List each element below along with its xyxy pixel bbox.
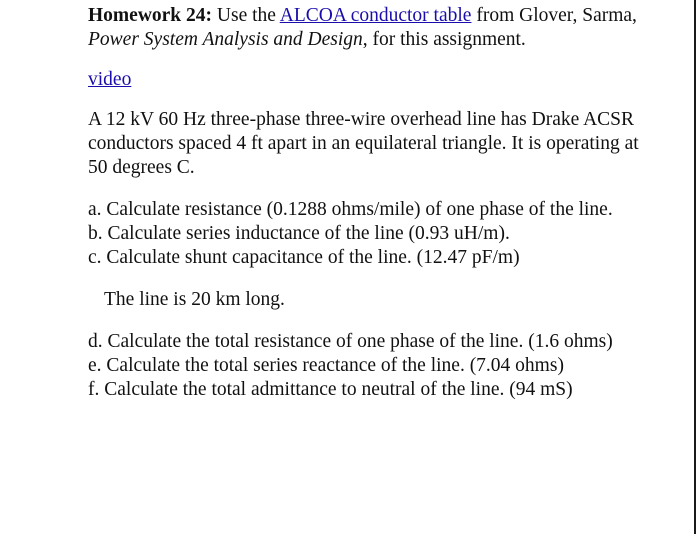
- book-title: Power System Analysis and Design: [88, 29, 363, 50]
- page-right-border: [694, 0, 696, 534]
- alcoa-table-link[interactable]: ALCOA conductor table: [279, 5, 472, 26]
- parts-abc: [88, 198, 648, 270]
- heading-text-before-link: Use the: [212, 5, 280, 26]
- assignment-content: [88, 4, 648, 402]
- line-length-note: The line is 20 km long.: [104, 289, 285, 310]
- part-f: f. Calculate the total admittance to neutral of the line. (94 mS): [88, 379, 573, 400]
- homework-label: Homework 24:: [88, 5, 213, 26]
- parts-def: [88, 330, 648, 402]
- part-c: c. Calculate shunt capacitance of the line. (12.47 pF/m): [88, 247, 520, 268]
- problem-line-3: 50 degrees C.: [88, 157, 195, 178]
- video-link[interactable]: video: [88, 69, 132, 90]
- heading-text-after-link: from Glover, Sarma,: [471, 5, 637, 26]
- part-b: b. Calculate series inductance of the line (0.93 uH/m).: [88, 223, 510, 244]
- heading-tail: , for this assignment.: [362, 29, 526, 50]
- part-e: e. Calculate the total series reactance of the line. (7.04 ohms): [88, 355, 564, 376]
- part-a: a. Calculate resistance (0.1288 ohms/mile) of one phase of the line.: [88, 199, 613, 220]
- problem-line-2: conductors spaced 4 ft apart in an equilateral triangle. It is operating at: [88, 133, 639, 154]
- assignment-heading: [88, 4, 648, 52]
- video-paragraph: [88, 68, 648, 92]
- problem-statement: [88, 108, 648, 180]
- problem-line-1: A 12 kV 60 Hz three-phase three-wire overhead line has Drake ACSR: [88, 109, 635, 130]
- part-d: d. Calculate the total resistance of one phase of the line. (1.6 ohms): [88, 331, 613, 352]
